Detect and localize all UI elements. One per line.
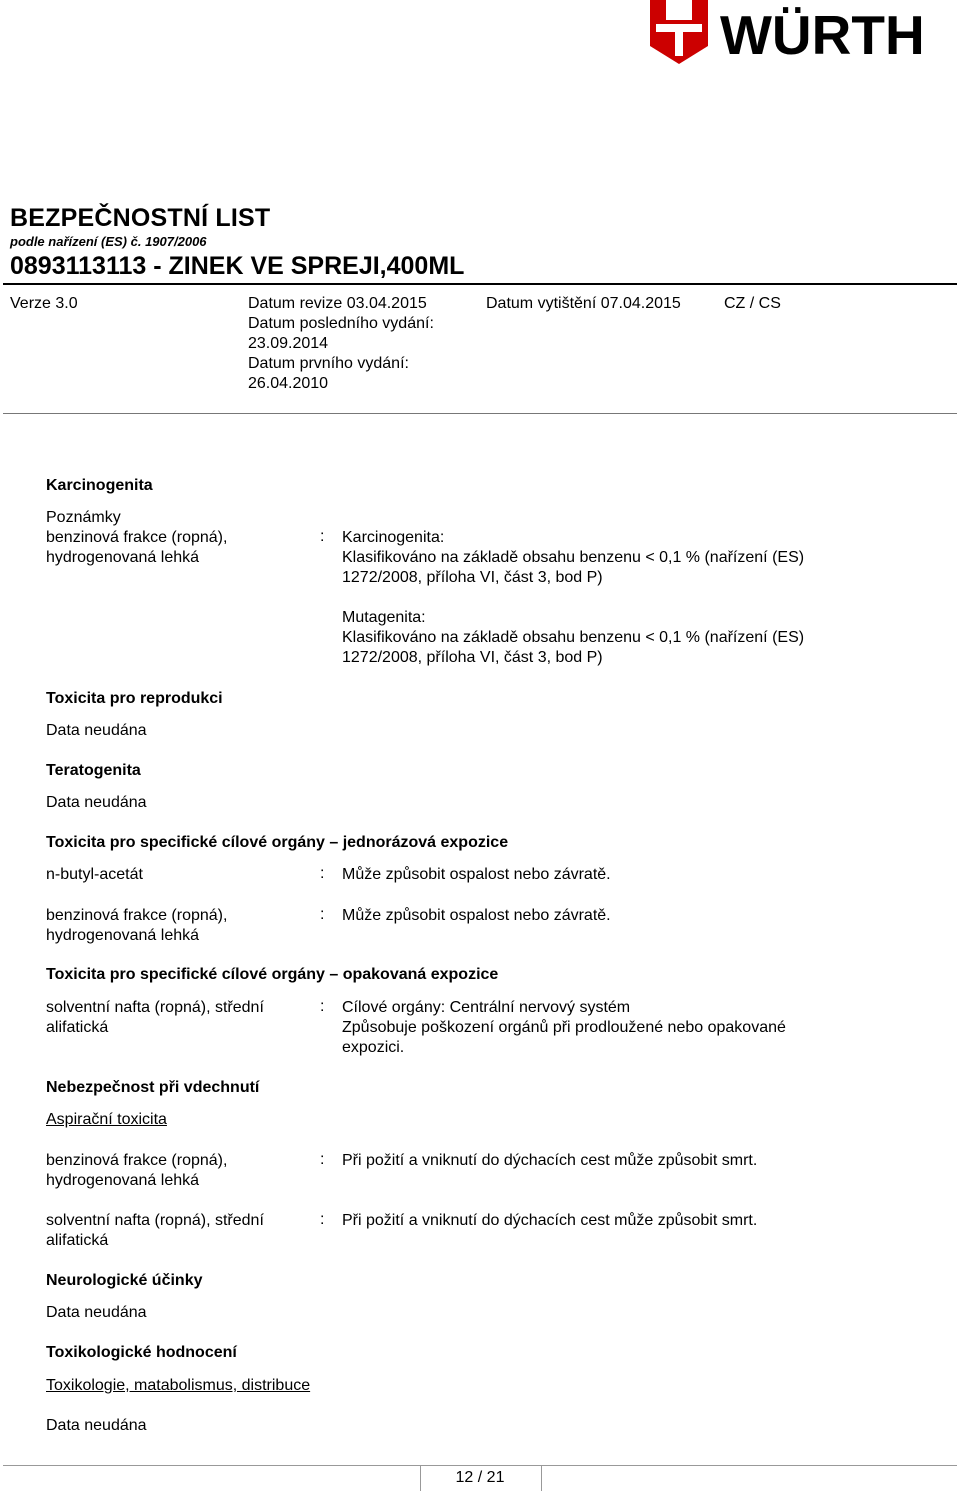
first-issue-date: 26.04.2010 — [248, 375, 329, 392]
aspiration-subheading: Aspirační toxicita — [46, 1111, 167, 1128]
product-title: 0893113113 - ZINEK VE SPREJI,400ML — [10, 252, 465, 280]
version: Verze 3.0 — [10, 295, 78, 312]
neuro-value: Data neudána — [46, 1304, 147, 1321]
stot-repeated-value-3: expozici. — [342, 1039, 405, 1056]
last-issue-date: 23.09.2014 — [248, 335, 329, 352]
aspiration-value-2: Při požití a vniknutí do dýchacích cest může způsobit smrt. — [342, 1212, 758, 1229]
notes-label: Poznámky — [46, 509, 121, 526]
stot-single-value-1: Může způsobit ospalost nebo závratě. — [342, 866, 611, 883]
aspiration-substance-1-line1: benzinová frakce (ropná), — [46, 1152, 228, 1169]
tox-eval-subheading: Toxikologie, matabolismus, distribuce — [46, 1377, 311, 1394]
tox-eval-heading: Toxikologické hodnocení — [46, 1344, 237, 1361]
neuro-heading: Neurologické účinky — [46, 1272, 203, 1289]
reproductive-value: Data neudána — [46, 722, 147, 739]
carcinogenicity-text-1: Klasifikováno na základě obsahu benzenu < 0,1 % (nařízení (ES) — [342, 549, 805, 566]
stot-single-substance-2-line1: benzinová frakce (ropná), — [46, 907, 228, 924]
colon: : — [320, 1151, 325, 1168]
stot-single-substance-1: n-butyl-acetát — [46, 866, 143, 883]
first-issue-label: Datum prvního vydání: — [248, 355, 409, 372]
stot-single-value-2: Může způsobit ospalost nebo závratě. — [342, 907, 611, 924]
stot-repeated-value-1: Cílové orgány: Centrální nervový systém — [342, 999, 631, 1016]
teratogenicity-heading: Teratogenita — [46, 762, 141, 779]
carcinogenicity-text-2: 1272/2008, příloha VI, část 3, bod P) — [342, 569, 603, 586]
stot-single-substance-2-line2: hydrogenovaná lehká — [46, 927, 200, 944]
aspiration-heading: Nebezpečnost při vdechnutí — [46, 1079, 260, 1096]
page-number: 12 / 21 — [455, 1469, 505, 1486]
header-rule — [3, 283, 957, 285]
print-date: Datum vytištění 07.04.2015 — [486, 295, 681, 312]
mutagenicity-text-1: Klasifikováno na základě obsahu benzenu < 0,1 % (nařízení (ES) — [342, 629, 805, 646]
carcinogenicity-heading: Karcinogenita — [46, 477, 153, 494]
reproductive-heading: Toxicita pro reprodukci — [46, 690, 223, 707]
brand-wordmark: WÜRTH — [720, 4, 925, 66]
tox-eval-value: Data neudána — [46, 1417, 147, 1434]
header-bottom-rule — [3, 413, 957, 414]
substance-name-line2: hydrogenovaná lehká — [46, 549, 200, 566]
country-language: CZ / CS — [724, 295, 781, 312]
colon: : — [320, 1211, 325, 1228]
wurth-logo-mark — [648, 0, 958, 66]
wurth-logo — [648, 0, 958, 66]
regulation-subtitle: podle nařízení (ES) č. 1907/2006 — [10, 234, 207, 249]
carcinogenicity-title: Karcinogenita: — [342, 529, 445, 546]
stot-repeated-heading: Toxicita pro specifické cílové orgány – opakovaná expozice — [46, 966, 499, 983]
aspiration-value-1: Při požití a vniknutí do dýchacích cest může způsobit smrt. — [342, 1152, 758, 1169]
colon: : — [320, 998, 325, 1015]
colon: : — [320, 528, 325, 545]
stot-repeated-substance-line2: alifatická — [46, 1019, 109, 1036]
stot-repeated-substance-line1: solventní nafta (ropná), střední — [46, 999, 264, 1016]
aspiration-substance-2-line1: solventní nafta (ropná), střední — [46, 1212, 264, 1229]
last-issue-label: Datum posledního vydání: — [248, 315, 434, 332]
document-title: BEZPEČNOSTNÍ LIST — [10, 204, 271, 232]
aspiration-substance-1-line2: hydrogenovaná lehká — [46, 1172, 200, 1189]
teratogenicity-value: Data neudána — [46, 794, 147, 811]
colon: : — [320, 906, 325, 923]
stot-single-heading: Toxicita pro specifické cílové orgány – jednorázová expozice — [46, 834, 509, 851]
substance-name-line1: benzinová frakce (ropná), — [46, 529, 228, 546]
stot-repeated-value-2: Způsobuje poškození orgánů při prodloužené nebo opakované — [342, 1019, 786, 1036]
mutagenicity-text-2: 1272/2008, příloha VI, část 3, bod P) — [342, 649, 603, 666]
aspiration-substance-2-line2: alifatická — [46, 1232, 109, 1249]
colon: : — [320, 865, 325, 882]
revision-date: Datum revize 03.04.2015 — [248, 295, 427, 312]
mutagenicity-title: Mutagenita: — [342, 609, 426, 626]
